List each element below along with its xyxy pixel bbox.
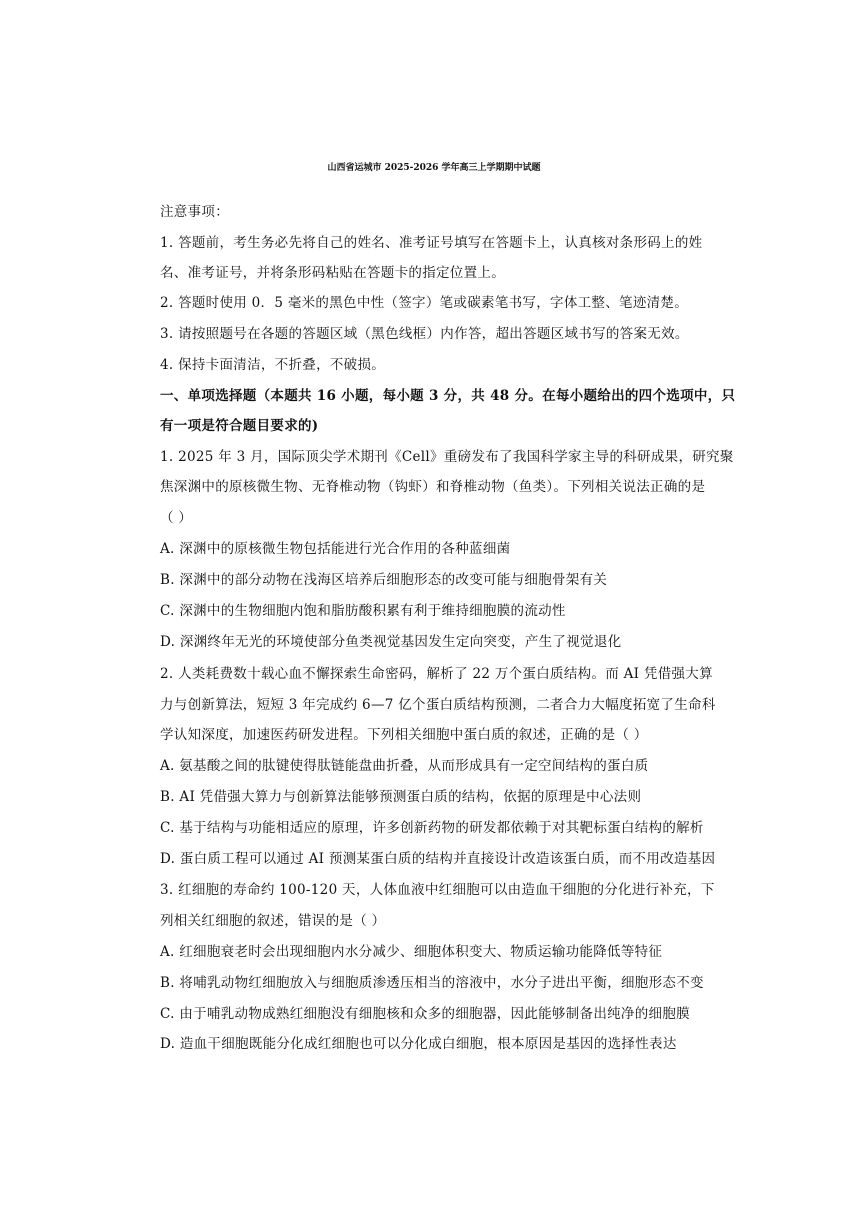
question-stem: 学认知深度，加速医药研发进程。下列相关细胞中蛋白质的叙述，正确的是（ ） bbox=[160, 727, 648, 743]
notice-heading: 注意事项： bbox=[160, 204, 229, 220]
question-stem: 力与创新算法，短短 3 年完成约 6—7 亿个蛋白质结构预测，二者合力大幅度拓宽了生命科 bbox=[160, 697, 716, 713]
option-d: D. 蛋白质工程可以通过 AI 预测某蛋白质的结构并直接设计改造该蛋白质，而不用改造基因 bbox=[160, 851, 716, 867]
section-heading: 有一项是符合题目要求的) bbox=[160, 418, 319, 434]
question-stem: 焦深渊中的原核微生物、无脊椎动物（钩虾）和脊椎动物（鱼类）。下列相关说法正确的是 bbox=[160, 479, 706, 495]
section-heading: 一、单项选择题（本题共 16 小题，每小题 3 分，共 48 分。在每小题给出的四个选项中，只 bbox=[160, 388, 736, 404]
question-stem: 列相关红细胞的叙述，错误的是（ ） bbox=[160, 913, 386, 929]
notice-line: 2. 答题时使用 0．5 毫米的黑色中性（签字）笔或碳素笔书写，字体工整、笔迹清楚。 bbox=[160, 295, 689, 311]
notice-line: 1. 答题前，考生务必先将自己的姓名、准考证号填写在答题卡上，认真核对条形码上的姓 bbox=[160, 235, 703, 251]
option-c: C. 深渊中的生物细胞内饱和脂肪酸积累有利于维持细胞膜的流动性 bbox=[160, 603, 566, 619]
option-b: B. 将哺乳动物红细胞放入与细胞质渗透压相当的溶液中，水分子进出平衡，细胞形态不变 bbox=[160, 975, 704, 991]
option-a: A. 深渊中的原核微生物包括能进行光合作用的各种蓝细菌 bbox=[160, 541, 511, 557]
option-c: C. 基于结构与功能相适应的原理，许多创新药物的研发都依赖于对其靶标蛋白结构的解析 bbox=[160, 820, 704, 836]
option-b: B. AI 凭借强大算力与创新算法能够预测蛋白质的结构，依据的原理是中心法则 bbox=[160, 789, 642, 805]
notice-line: 名、准考证号，并将条形码粘贴在答题卡的指定位置上。 bbox=[160, 265, 505, 281]
question-stem: 3. 红细胞的寿命约 100-120 天，人体血液中红细胞可以由造血干细胞的分化进行补充，下 bbox=[160, 882, 715, 898]
option-a: A. 红细胞衰老时会出现细胞内水分减少、细胞体积变大、物质运输功能降低等特征 bbox=[160, 944, 663, 960]
answer-blank: （ ） bbox=[160, 510, 193, 526]
option-c: C. 由于哺乳动物成熟红细胞没有细胞核和众多的细胞器，因此能够制备出纯净的细胞膜 bbox=[160, 1006, 690, 1022]
question-stem: 2. 人类耗费数十载心血不懈探索生命密码，解析了 22 万个蛋白质结构。而 AI 凭借强大算 bbox=[160, 666, 713, 682]
option-d: D. 造血干细胞既能分化成红细胞也可以分化成白细胞，根本原因是基因的选择性表达 bbox=[160, 1036, 677, 1052]
question-stem: 1. 2025 年 3 月，国际顶尖学术期刊《Cell》重磅发布了我国科学家主导的科研成果，研究聚 bbox=[160, 449, 734, 465]
option-b: B. 深渊中的部分动物在浅海区培养后细胞形态的改变可能与细胞骨架有关 bbox=[160, 572, 608, 588]
option-d: D. 深渊终年无光的环境使部分鱼类视觉基因发生定向突变，产生了视觉退化 bbox=[160, 634, 622, 650]
exam-title: 山西省运城市 2025-2026 学年高三上学期期中试题 bbox=[327, 163, 541, 173]
notice-line: 3. 请按照题号在各题的答题区域（黑色线框）内作答，超出答题区域书写的答案无效。 bbox=[160, 326, 689, 342]
option-a: A. 氨基酸之间的肽键使得肽链能盘曲折叠，从而形成具有一定空间结构的蛋白质 bbox=[160, 758, 649, 774]
notice-line: 4. 保持卡面清洁，不折叠，不破损。 bbox=[160, 357, 386, 373]
